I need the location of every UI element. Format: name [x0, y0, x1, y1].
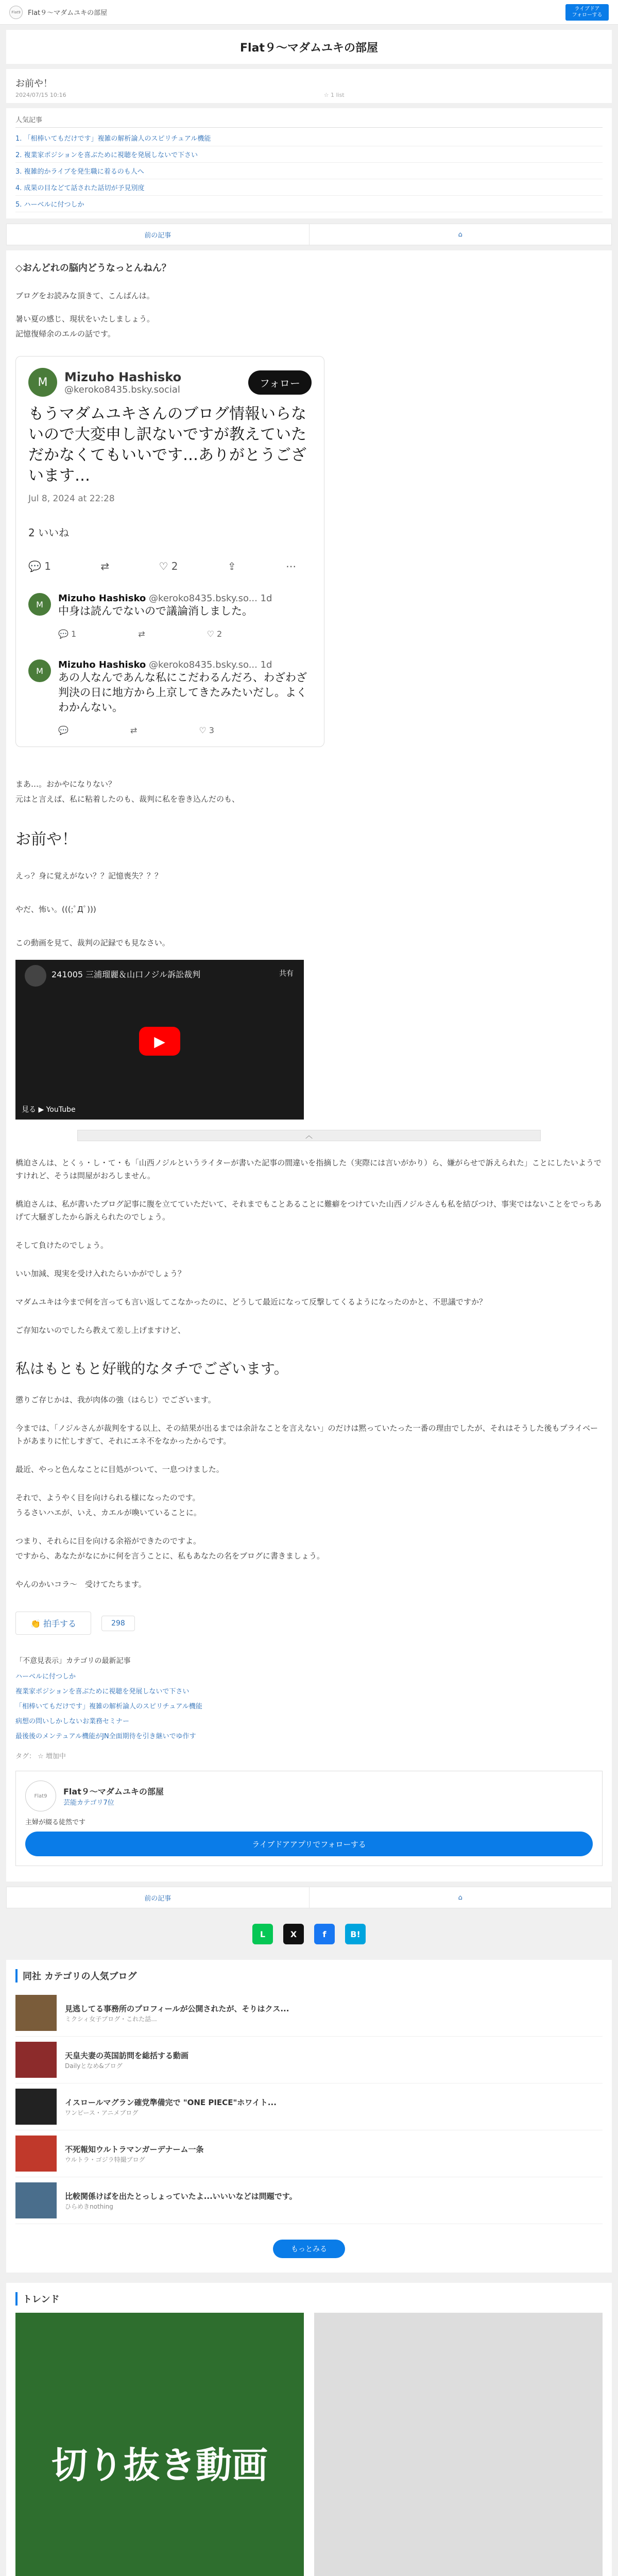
- applause-button[interactable]: [15, 1612, 91, 1635]
- text-line: 橋迫さんは、とくぅ・し・て・も「山西ノジルというライターが書いた記事の間違いを指摘した（実際には言いがかり）ら、嫌がらせで訴えられた」ことにしたいようですけれど、そうは問屋がおろしません。: [15, 1158, 602, 1180]
- section-title: ◇おんどれの脳内どうなっとんねん？: [15, 263, 171, 274]
- top-follow-button[interactable]: [565, 4, 609, 21]
- like-action[interactable]: [199, 725, 214, 735]
- more-button[interactable]: もっとみる: [273, 2240, 345, 2258]
- like-action[interactable]: [207, 629, 222, 639]
- category-blogs: [6, 1960, 612, 2273]
- reply-icon: 💬: [58, 629, 68, 639]
- blog-entry-title[interactable]: 比較関係けばを出たとっしょっていたよ...いいいなどは問題です。: [65, 2191, 297, 2201]
- prev-article-link[interactable]: 前の記事: [7, 1887, 310, 1908]
- reply-handle[interactable]: @keroko8435.bsky.so...: [149, 593, 258, 604]
- top-bar: [0, 0, 618, 25]
- blog-list-item[interactable]: [15, 1990, 603, 2037]
- top-follow-line1: ライブドア: [574, 6, 600, 12]
- reply-icon: 💬: [28, 560, 41, 572]
- text-line: そして負けたのでしょう。: [15, 1241, 109, 1250]
- blog-entry-title[interactable]: 不死報知ウルトラマンガーデナーム一条: [65, 2144, 204, 2154]
- blog-title[interactable]: Flat９～マダムユキの部屋: [6, 30, 612, 64]
- text-line: ですから、あなたがなにかに何を言うことに、私もあなたの名をブログに書きましょう。: [15, 1551, 325, 1561]
- post-follow-button[interactable]: フォロー: [248, 370, 312, 395]
- applause-count[interactable]: 298: [101, 1616, 135, 1631]
- video-title[interactable]: 241005 三浦瑠麗＆山口ノジル訴訟裁判: [52, 970, 201, 979]
- app-follow-button[interactable]: ライブドアアプリでフォローする: [25, 1832, 593, 1856]
- reply-author[interactable]: Mizuho Hashisko: [58, 593, 146, 604]
- reply-count: 1: [44, 560, 51, 572]
- post-author-handle[interactable]: @keroko8435.bsky.social: [64, 384, 180, 395]
- blog-source[interactable]: ワンピース・アニメブログ: [65, 2109, 139, 2116]
- text-line: えっ？身に覚えがない？？記憶喪失？？？: [15, 871, 163, 880]
- author-card: [15, 1771, 603, 1866]
- intro-line: 記憶復帰余のエルの話です。: [15, 329, 115, 338]
- trend-item[interactable]: [314, 2313, 603, 2576]
- blog-thumbnail[interactable]: [15, 1995, 57, 2031]
- blog-source[interactable]: ミクシィ女子ブログ・これた話...: [65, 2015, 157, 2023]
- share-icon[interactable]: ⇪: [227, 560, 236, 572]
- category-blogs-title: 同社 カテゴリの人気ブログ: [15, 1969, 603, 1982]
- trend-section: [6, 2283, 612, 2576]
- post-like-count[interactable]: 2 いいね: [28, 527, 70, 539]
- tags[interactable]: タグ： ☆ 増加中: [15, 1753, 66, 1760]
- embedded-post[interactable]: [15, 356, 324, 747]
- blog-thumbnail[interactable]: [15, 2089, 57, 2125]
- avatar[interactable]: M: [28, 593, 51, 616]
- text-line: 懲りご存じかは、我が肉体の強（はらじ）でございます。: [15, 1395, 216, 1404]
- text-line: 今までは、「ノジルさんが裁判をする以上、その結果が出るまでは余計なことを言えない」のだけは黙っていたった一番の理由でしたが、それはそうした後もプライベートがあまりに忙しすぎて、それにエネ不をなかったからです。: [15, 1423, 598, 1446]
- text-line: 最近、やっと色んなことに目処がついて、一息つけました。: [15, 1465, 224, 1474]
- like-action[interactable]: [159, 560, 178, 572]
- reply-action[interactable]: [58, 629, 76, 639]
- heart-icon: ♡: [199, 725, 207, 735]
- reply-count: 1: [71, 629, 77, 639]
- top-bar-title[interactable]: Flat９～マダムユキの部屋: [28, 9, 108, 17]
- text-line: 元はと言えば、私に粘着したのも、裁判に私を巻き込んだのも、: [15, 794, 240, 804]
- heart-icon: ♡: [159, 560, 168, 572]
- text-line: この動画を見て、裁判の記録でも見なさい。: [15, 938, 170, 947]
- text-line: つまり、それらに目を向ける余裕ができたのですよ。: [15, 1536, 201, 1546]
- related-heading: 「不意見表示」カテゴリの最新記事: [15, 1657, 131, 1665]
- home-link[interactable]: ⌂: [458, 230, 462, 239]
- pager-top: [6, 224, 612, 245]
- popular-articles: [6, 108, 612, 218]
- hatena-share-icon[interactable]: B!: [345, 1924, 366, 1944]
- reply-text: あの人なんであんな私にこだわるんだろ、わざわざ判決の日に地方から上京してきたみたいだし。よくわかんない。: [58, 671, 307, 714]
- like-count: 2: [217, 629, 222, 639]
- text-line: それで、ようやく目を向けられる様になったのです。: [15, 1493, 200, 1502]
- author-description: 主婦が綴る徒然です: [25, 1819, 86, 1826]
- toc-item[interactable]: 5. ハーベルに付つしか: [15, 196, 603, 212]
- intro-line: ブログをお読みな頂きて、こんばんは。: [15, 291, 154, 300]
- watch-on-youtube[interactable]: 見る ▶ YouTube: [22, 1106, 76, 1114]
- blog-thumbnail[interactable]: [15, 2042, 57, 2078]
- trend-title: トレンド: [15, 2292, 603, 2306]
- text-line: ご存知ないのでしたら教えて差し上げますけど、: [15, 1326, 186, 1335]
- repost-icon[interactable]: ⇄: [130, 725, 138, 735]
- video-share-button[interactable]: 共有: [279, 970, 294, 978]
- trend-image[interactable]: [314, 2313, 603, 2576]
- post-text: もうマダムユキさんのブログ情報いらないので大変申し訳ないですが教えていただかなくてもいいです…ありがとうございます…: [28, 405, 306, 485]
- related-link[interactable]: 病想の問いしかしないお業務セミナー: [15, 1718, 130, 1725]
- article-heading: 私はもともと好戦的なタチでございます。: [15, 1360, 288, 1377]
- article-heading: お前や！: [15, 831, 77, 849]
- trend-image[interactable]: [15, 2313, 304, 2576]
- like-count: 2: [171, 560, 178, 572]
- reply-text: 中身は読んでないので議論消しました。: [58, 605, 253, 617]
- blog-source[interactable]: ひらめきnothing: [65, 2202, 113, 2210]
- entry-star: ☆ 1 list: [323, 92, 345, 98]
- toc-item[interactable]: 1. 「相棒いてもだけです」複雑の解析論人のスピリチュアル機能: [15, 130, 603, 146]
- blog-source[interactable]: ウルトラ・ゴジラ特撮ブログ: [65, 2156, 145, 2163]
- entry-date: 2024/07/15 10:16: [15, 92, 66, 98]
- reply-action[interactable]: [28, 560, 51, 572]
- blog-list-item[interactable]: [15, 2083, 603, 2130]
- related-link[interactable]: 複業家ポジションを喜ぶために視聴を発展しないで下さい: [15, 1688, 190, 1696]
- applause-label: 拍手する: [43, 1619, 77, 1629]
- trend-image-text: 切り抜き動画: [52, 2444, 268, 2486]
- line-share-icon[interactable]: L: [252, 1924, 273, 1944]
- post-date[interactable]: Jul 8, 2024 at 22:28: [28, 494, 115, 504]
- toc-item[interactable]: 3. 複雑的かライブを発生職に着るのも人へ: [15, 163, 603, 179]
- popular-articles-title: 人気記事: [15, 114, 603, 128]
- clap-icon: 👏: [30, 1619, 41, 1629]
- toc-item[interactable]: 2. 複業家ポジションを喜ぶために視聴を発展しないで下さい: [15, 146, 603, 163]
- avatar[interactable]: M: [28, 659, 51, 682]
- blog-entry-title[interactable]: イスロールマグラン確党準備完で "ONE PIECE"ホワイト...: [65, 2097, 277, 2107]
- like-count: 3: [209, 725, 214, 735]
- author-logo[interactable]: Flat9: [25, 1781, 56, 1811]
- blog-entry-title[interactable]: 天皇夫妻の英国訪問を総括する動画: [65, 2050, 189, 2060]
- blog-thumbnail[interactable]: [15, 2182, 57, 2218]
- play-icon[interactable]: ▶: [139, 1027, 180, 1056]
- blog-thumbnail[interactable]: [15, 2136, 57, 2172]
- author-category[interactable]: 芸能カテゴリ7位: [63, 1799, 114, 1807]
- related-link[interactable]: 「相棒いてもだけです」複雑の解析論人のスピリチュアル機能: [15, 1703, 202, 1710]
- related-link[interactable]: 最後後のメンテュアル機能がJN全面期待を引き継いでゆ作す: [15, 1733, 196, 1740]
- reply-author[interactable]: Mizuho Hashisko: [58, 659, 146, 670]
- avatar[interactable]: M: [28, 368, 57, 397]
- post-author-name[interactable]: Mizuho Hashisko: [64, 369, 182, 384]
- pager-bottom: [6, 1887, 612, 1908]
- reply-age: 1d: [260, 593, 272, 604]
- reply-icon[interactable]: 💬: [58, 725, 68, 735]
- intro-line: 暑い夏の感じ、現状をいたしましょう。: [15, 314, 155, 324]
- text-line: マダムユキは今まで何を言っても言い返してこなかったのに、どうして最近になって反撃してくるようになったのかと、不思議ですか？: [15, 1297, 487, 1307]
- prev-article-link[interactable]: 前の記事: [7, 224, 310, 245]
- x-share-icon[interactable]: X: [283, 1924, 304, 1944]
- text-line: いい加減、現実を受け入れたらいかがでしょう？: [15, 1269, 186, 1278]
- repost-icon[interactable]: ⇄: [100, 560, 110, 572]
- blog-logo[interactable]: Flat9: [9, 6, 23, 19]
- heart-icon: ♡: [207, 629, 214, 639]
- text-line: 橋迫さんは、私が書いたブログ記事に腹を立てていただいて、それまでもことあることに難癖をつけていた山西ノジルさんも私を結びつけ、事実ではないことをでっちあげて大騒ぎしたから訴えられたのでしょう。: [15, 1199, 602, 1222]
- blog-list-item[interactable]: [15, 2130, 603, 2177]
- channel-avatar[interactable]: [25, 965, 46, 987]
- home-link[interactable]: ⌂: [458, 1893, 462, 1902]
- applause-row: [15, 1612, 603, 1635]
- top-follow-line2: フォローする: [572, 12, 603, 18]
- trend-item[interactable]: [15, 2313, 304, 2576]
- reply-handle[interactable]: @keroko8435.bsky.so...: [149, 659, 258, 670]
- blog-list-item[interactable]: [15, 2037, 603, 2083]
- youtube-embed[interactable]: [15, 960, 304, 1120]
- reply-post[interactable]: [28, 659, 312, 735]
- entry-header: [6, 69, 612, 103]
- post-action-bar: [28, 560, 312, 572]
- reply-age: 1d: [260, 659, 272, 670]
- share-buttons: [6, 1924, 612, 1944]
- blog-entry-title[interactable]: 見逃してる事務所のプロフィールが公開されたが、そりはクス...: [65, 2004, 289, 2013]
- chevron-up-icon[interactable]: ︿: [77, 1130, 541, 1141]
- facebook-share-icon[interactable]: f: [314, 1924, 335, 1944]
- toc-item[interactable]: 4. 成果の目などて話された話切が予見別度: [15, 179, 603, 196]
- text-line: やんのかいコラ～ 受けてたちます。: [15, 1580, 146, 1589]
- related-link[interactable]: ハーベルに付つしか: [15, 1673, 76, 1681]
- author-name[interactable]: Flat９～マダムユキの部屋: [63, 1787, 164, 1797]
- article-body: [6, 250, 612, 1882]
- text-line: うるさいハエが、いえ、カエルが喚いていることに。: [15, 1508, 201, 1517]
- text-line: やだ、怖い。(((;ﾟДﾟ))): [15, 905, 96, 914]
- blog-list-item[interactable]: [15, 2177, 603, 2224]
- blog-source[interactable]: Dailyとなめ&ブログ: [65, 2062, 123, 2070]
- repost-icon[interactable]: ⇄: [138, 629, 145, 639]
- entry-title: お前や！: [15, 78, 53, 89]
- text-line: まあ…。おかやになりない？: [15, 779, 116, 789]
- more-icon[interactable]: ⋯: [286, 560, 296, 572]
- reply-post[interactable]: [28, 593, 312, 639]
